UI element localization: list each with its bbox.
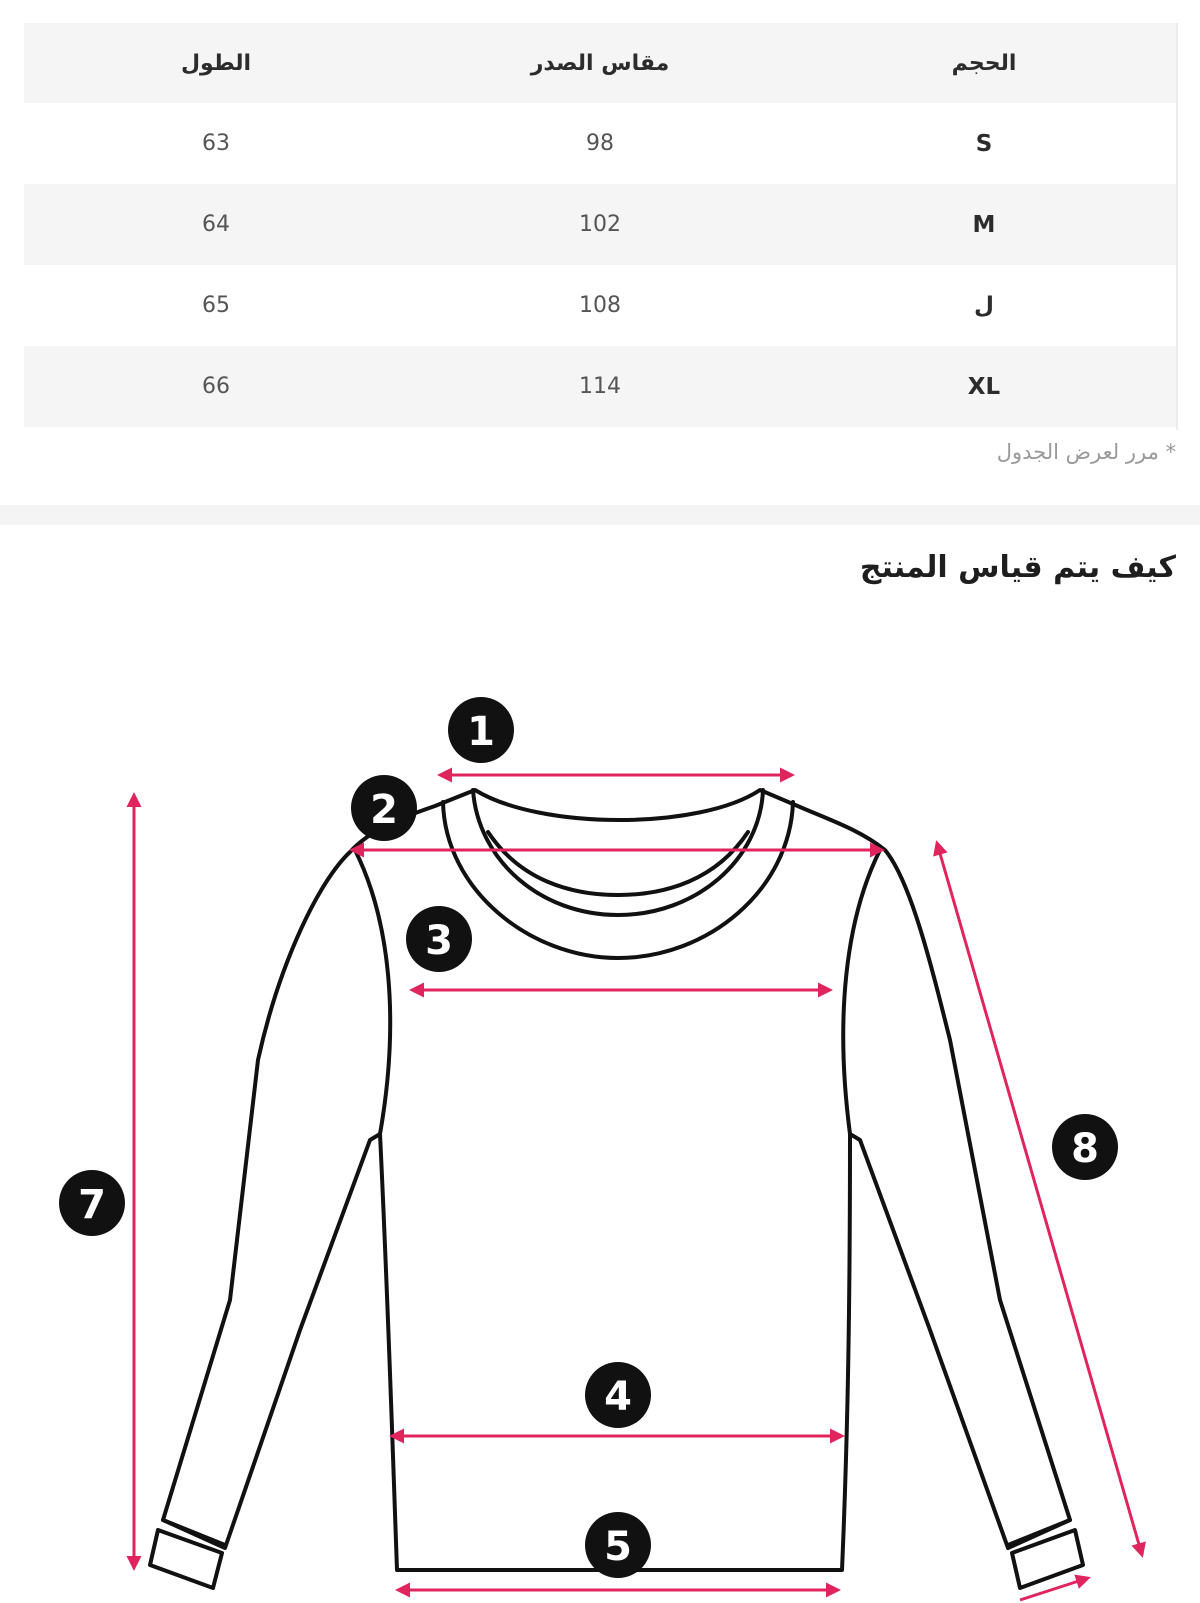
size-chart-table xyxy=(24,23,1176,427)
marker-label-1: 1 xyxy=(467,709,495,755)
table-scroll-edge xyxy=(1176,23,1178,430)
marker-4 xyxy=(585,1362,651,1428)
marker-label-2: 2 xyxy=(370,787,398,833)
table-header-row xyxy=(24,23,1176,103)
table-row xyxy=(24,346,1176,427)
length-cell: 64 xyxy=(202,212,230,237)
measure-line-8 xyxy=(937,843,1142,1555)
length-cell: 65 xyxy=(202,293,230,318)
table-row xyxy=(24,265,1176,346)
table-row xyxy=(24,103,1176,184)
sweater-measurement-diagram xyxy=(0,640,1200,1603)
size-cell: M xyxy=(972,211,996,238)
chest-cell: 108 xyxy=(579,293,621,318)
marker-label-5: 5 xyxy=(604,1524,632,1570)
section-divider xyxy=(0,505,1200,525)
size-cell: ل xyxy=(974,292,994,319)
sweater-outline xyxy=(150,790,1083,1588)
marker-5 xyxy=(585,1512,651,1578)
chest-cell: 98 xyxy=(586,131,614,156)
measure-line-cuff xyxy=(1020,1578,1088,1600)
size-cell: S xyxy=(975,130,993,157)
table-row xyxy=(24,184,1176,265)
marker-label-4: 4 xyxy=(604,1374,632,1420)
size-chart-table-container[interactable] xyxy=(24,23,1176,427)
length-cell: 66 xyxy=(202,374,230,399)
chest-cell: 114 xyxy=(579,374,621,399)
scroll-hint: * مرر لعرض الجدول xyxy=(996,440,1176,464)
header-size: الحجم xyxy=(951,50,1017,76)
how-to-measure-title: كيف يتم قياس المنتج xyxy=(859,550,1176,585)
size-cell: XL xyxy=(967,373,1001,400)
marker-7 xyxy=(59,1170,125,1236)
marker-1 xyxy=(448,697,514,763)
header-chest: مقاس الصدر xyxy=(530,50,670,76)
marker-8 xyxy=(1052,1114,1118,1180)
marker-2 xyxy=(351,775,417,841)
marker-label-3: 3 xyxy=(425,918,453,964)
header-length: الطول xyxy=(180,50,252,76)
measurement-markers xyxy=(59,697,1118,1578)
marker-3 xyxy=(406,906,472,972)
length-cell: 63 xyxy=(202,131,230,156)
measurement-lines xyxy=(134,775,1142,1600)
marker-label-8: 8 xyxy=(1071,1126,1099,1172)
marker-label-7: 7 xyxy=(78,1182,106,1228)
chest-cell: 102 xyxy=(579,212,621,237)
